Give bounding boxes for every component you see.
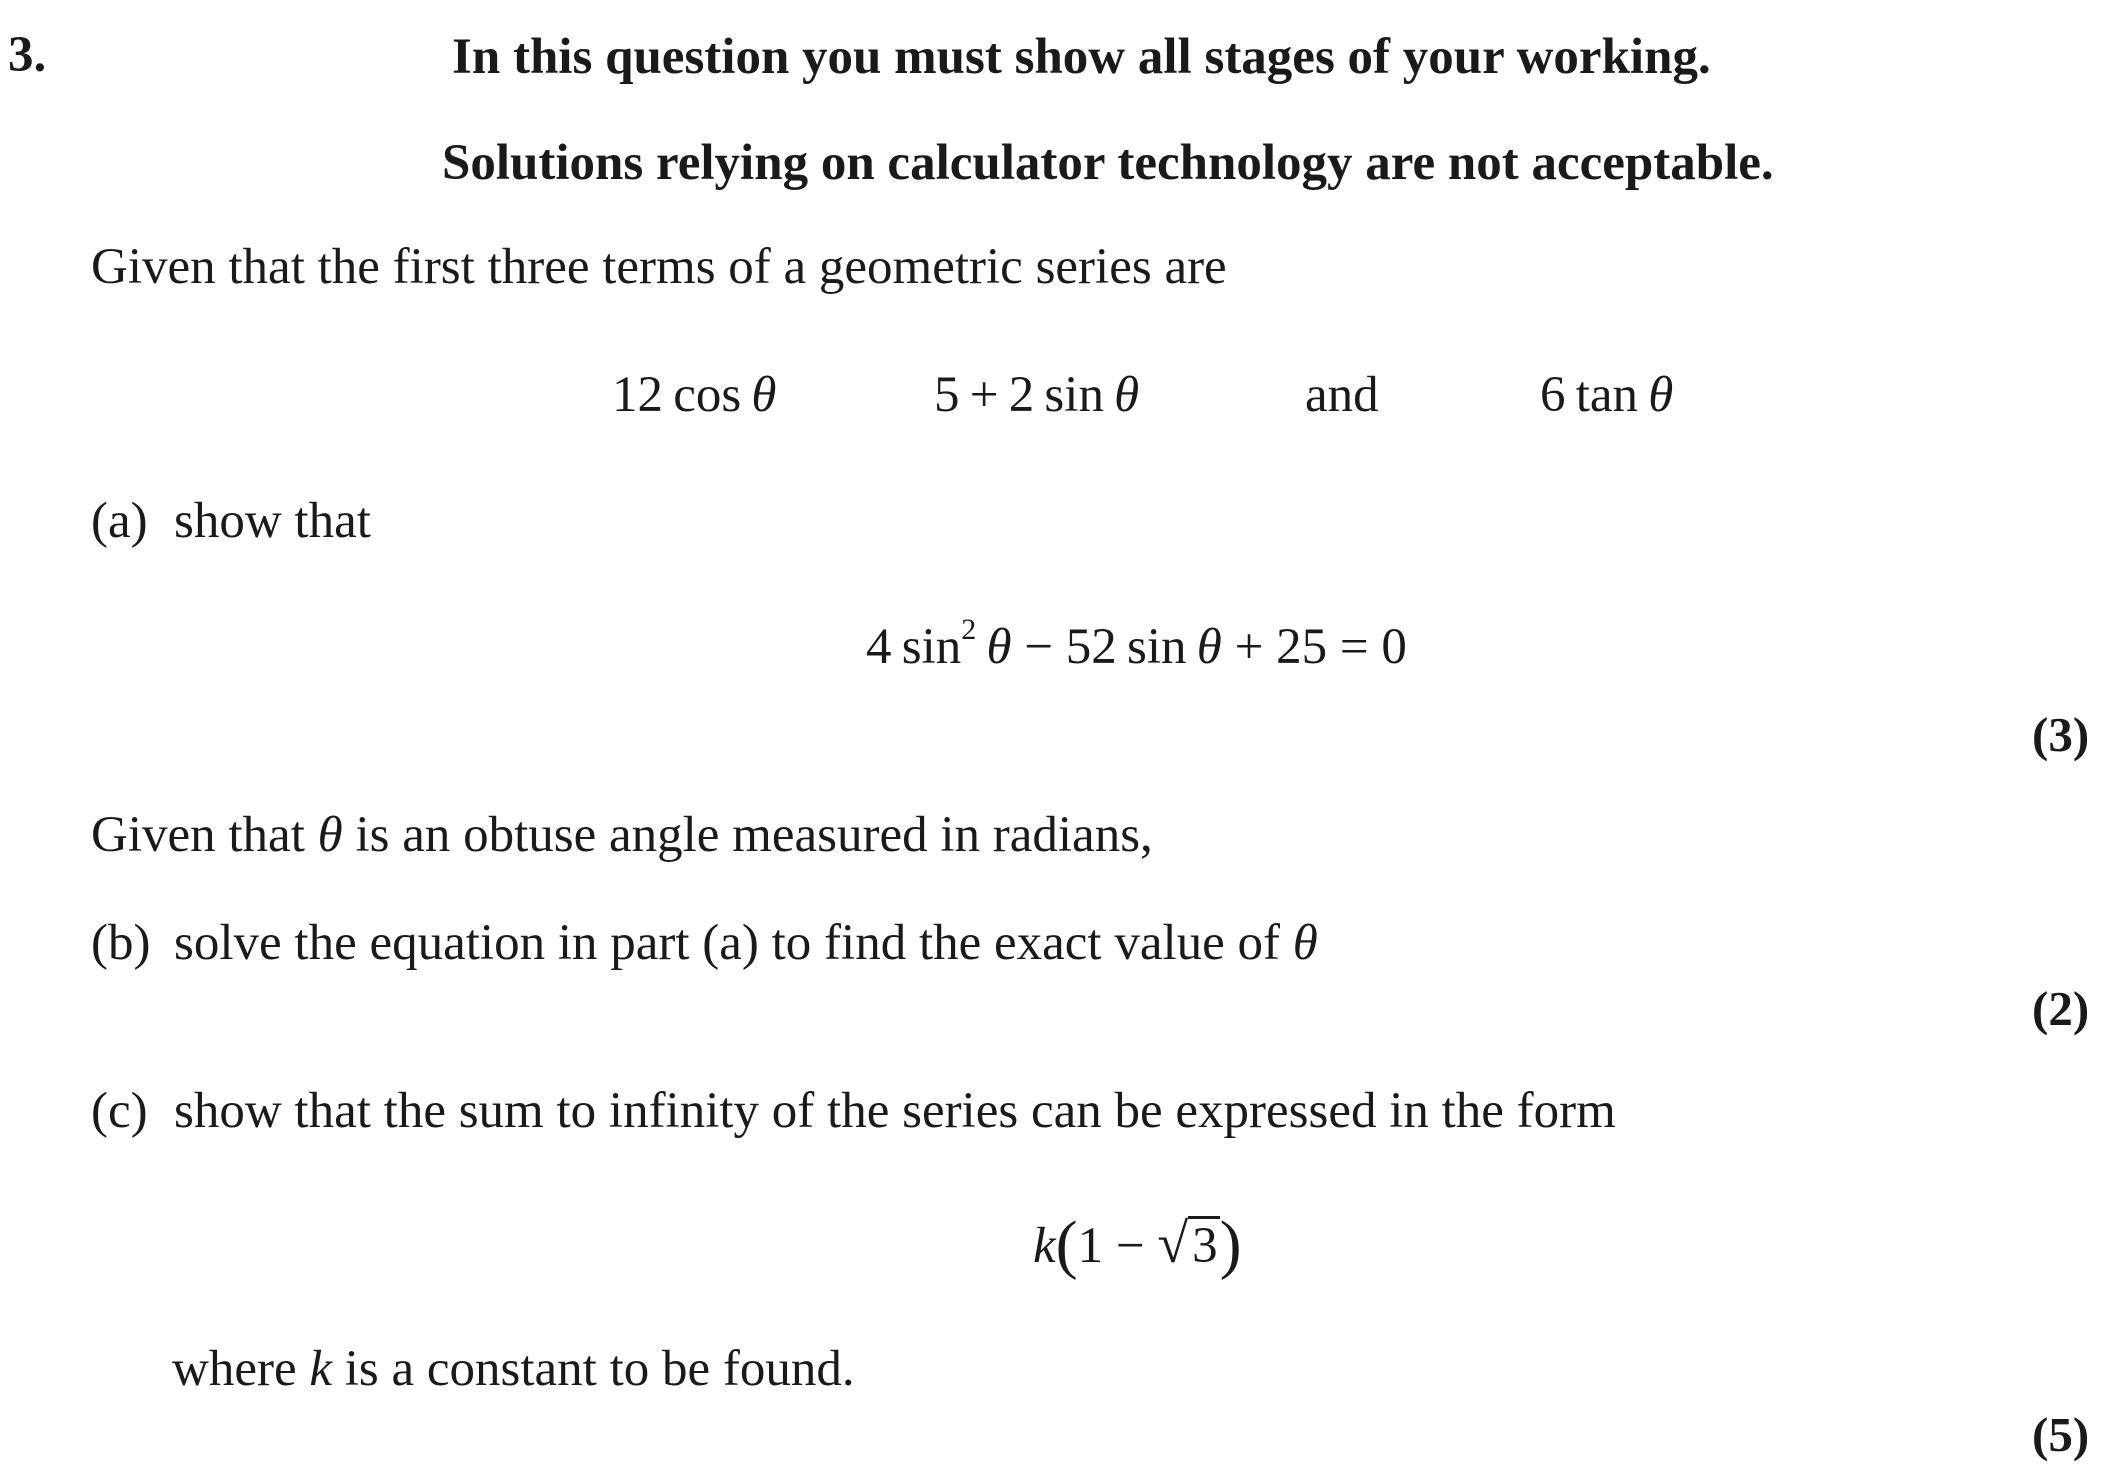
part-c-label: (c) <box>91 1083 148 1139</box>
form-sqrt <box>1157 1213 1219 1275</box>
eq-rhs-0: 0 <box>1381 619 1407 675</box>
part-b-text: solve the equation in part (a) to find the exact value of <box>174 915 1281 971</box>
term-1-function: cos <box>673 367 742 423</box>
form-close-paren: ) <box>1219 1208 1242 1281</box>
part-a-text: show that <box>174 493 371 549</box>
term-1-coefficient: 12 <box>612 367 663 423</box>
intro-text: Given that the first three terms of a geometric series are <box>91 239 1227 295</box>
eq-plus: + <box>1234 619 1264 675</box>
part-c-where-statement <box>172 1341 855 1397</box>
part-b-statement <box>174 915 1318 971</box>
term-3-theta: θ <box>1648 367 1674 423</box>
part-b-marks: (2) <box>2032 981 2090 1036</box>
term-2-theta: θ <box>1114 367 1140 423</box>
form-minus: − <box>1115 1218 1145 1274</box>
term-2-constant: 5 <box>934 367 960 423</box>
part-b-label: (b) <box>91 915 151 971</box>
part-a-equation <box>866 613 1407 675</box>
term-2-function: sin <box>1044 367 1104 423</box>
sqrt-sign-icon: √ <box>1157 1213 1189 1275</box>
part-c-text: show that the sum to infinity of the series can be expressed in the form <box>174 1083 1616 1139</box>
given-text-after: is an obtuse angle measured in radians, <box>355 807 1153 863</box>
part-b-theta: θ <box>1292 915 1318 971</box>
eq-sin-2: sin <box>1127 619 1187 675</box>
eq-coefficient-4: 4 <box>866 619 892 675</box>
form-k: k <box>1033 1218 1056 1274</box>
term-1-theta: θ <box>751 367 777 423</box>
question-number: 3. <box>8 27 47 83</box>
part-a-marks: (3) <box>2032 707 2090 762</box>
eq-constant-25: 25 <box>1276 619 1328 675</box>
part-c-marks: (5) <box>2032 1407 2090 1462</box>
term-2-coefficient: 2 <box>1008 367 1035 423</box>
term-1 <box>612 367 777 423</box>
form-radicand: 3 <box>1188 1216 1220 1272</box>
eq-theta-1: θ <box>986 619 1012 675</box>
instruction-line-1: In this question you must show all stages of your working. <box>452 29 1711 85</box>
eq-minus: − <box>1024 619 1054 675</box>
instruction-line-2: Solutions relying on calculator technology are not acceptable. <box>442 135 1774 191</box>
part-c-form <box>1033 1208 1242 1281</box>
given-obtuse-statement <box>91 807 1153 863</box>
term-3-function: tan <box>1575 367 1639 423</box>
eq-equals: = <box>1339 619 1369 675</box>
where-before: where <box>172 1341 297 1397</box>
term-2-plus: + <box>969 367 999 423</box>
eq-coefficient-52: 52 <box>1065 619 1117 675</box>
given-text-before: Given that <box>91 807 305 863</box>
terms-joiner-and: and <box>1305 367 1379 423</box>
term-3 <box>1540 367 1674 423</box>
part-a-label: (a) <box>91 493 148 549</box>
eq-power-2: 2 <box>961 613 977 646</box>
term-2 <box>934 367 1140 423</box>
eq-theta-2: θ <box>1196 619 1222 675</box>
form-open-paren: ( <box>1055 1208 1078 1281</box>
form-one: 1 <box>1077 1218 1104 1274</box>
eq-sin-1: sin <box>901 619 962 675</box>
term-3-coefficient: 6 <box>1540 367 1566 423</box>
where-after: is a constant to be found. <box>344 1341 855 1397</box>
given-theta: θ <box>317 807 343 863</box>
where-k: k <box>309 1341 332 1397</box>
